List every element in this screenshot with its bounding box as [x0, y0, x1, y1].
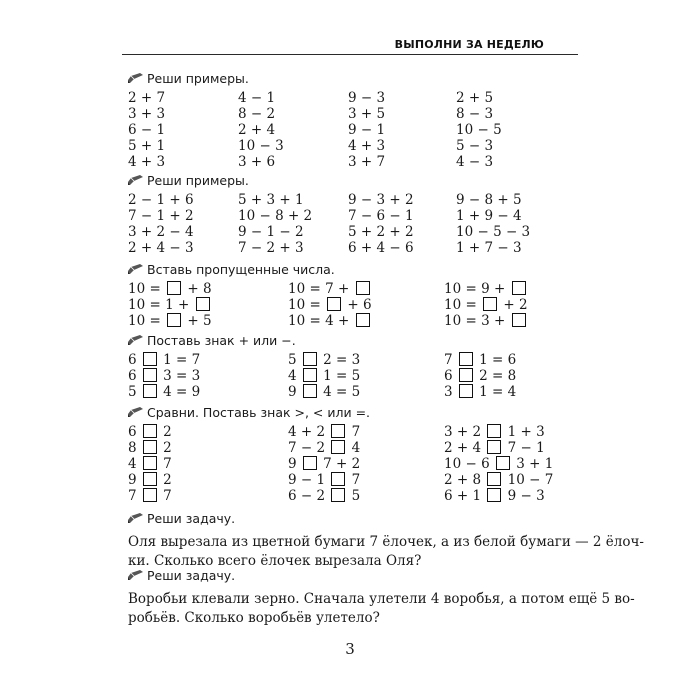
expr-cell — [348, 208, 414, 224]
expr-row — [128, 224, 578, 240]
expr-cell — [128, 313, 212, 329]
expr-text: 6 — [444, 368, 457, 384]
expr-text: 10 = 9 + — [444, 281, 510, 297]
expr-text: 1 = 4 — [474, 384, 517, 400]
answer-box — [331, 424, 345, 438]
expr-text: 5 + 1 — [128, 138, 166, 154]
expr-cell — [288, 384, 360, 400]
expr-text: 2 = 3 — [318, 352, 361, 368]
expr-text: 10 = — [128, 281, 166, 297]
expr-cell — [128, 240, 194, 256]
answer-box — [331, 472, 345, 486]
expr-text: 10 = — [444, 297, 482, 313]
expr-row — [128, 122, 578, 138]
expr-cell — [128, 90, 165, 106]
expr-cell — [128, 224, 194, 240]
pencil-icon — [128, 510, 147, 528]
expr-cell — [128, 208, 194, 224]
expr-row — [128, 208, 578, 224]
pencil-icon — [128, 70, 147, 88]
expr-text: 2 = 8 — [474, 368, 517, 384]
expr-text: 3 + 6 — [238, 154, 276, 170]
expr-cell — [288, 352, 360, 368]
exercise-1-solve-examples — [128, 70, 578, 170]
instruction — [128, 172, 578, 190]
expr-text: 7 − 2 + 3 — [238, 240, 304, 256]
expr-cell — [348, 122, 385, 138]
expr-text: 2 + 8 — [444, 472, 486, 488]
page-header — [122, 36, 578, 55]
expr-cell — [128, 297, 212, 313]
expr-text: 2 — [158, 440, 172, 456]
expr-text: 7 − 2 — [288, 440, 330, 456]
expr-text: 6 − 1 — [128, 122, 166, 138]
answer-box — [487, 440, 501, 454]
answer-box — [356, 281, 370, 295]
expr-cell — [128, 122, 165, 138]
problem-text — [128, 590, 635, 628]
expr-cell — [348, 192, 414, 208]
expr-text: 5 − 3 — [456, 138, 494, 154]
expr-text: 8 — [128, 440, 141, 456]
expr-text: 9 — [128, 472, 141, 488]
expr-text: 2 + 4 — [238, 122, 276, 138]
expr-text: + 8 — [183, 281, 212, 297]
expr-cell — [288, 368, 360, 384]
expr-cell — [456, 154, 493, 170]
expr-text: 10 − 6 — [444, 456, 494, 472]
expr-cell — [238, 154, 275, 170]
expr-cell — [348, 154, 385, 170]
expr-text: 10 = 3 + — [444, 313, 510, 329]
expr-cell — [456, 208, 522, 224]
answer-box — [303, 384, 317, 398]
expr-row — [128, 456, 578, 472]
expr-cell — [128, 472, 172, 488]
answer-box — [143, 424, 157, 438]
expr-text: 10 − 3 — [238, 138, 284, 154]
answer-box — [327, 297, 341, 311]
expr-cell — [288, 313, 372, 329]
expr-cell — [456, 192, 522, 208]
problem-line: ки. Сколько всего ёлочек вырезала Оля? — [128, 553, 422, 569]
expr-row — [128, 297, 578, 313]
instruction — [128, 261, 578, 279]
expr-cell — [238, 224, 304, 240]
expr-text: 6 − 2 — [288, 488, 330, 504]
expr-text: 2 + 4 — [444, 440, 486, 456]
expr-row — [128, 281, 578, 297]
expr-text: 9 − 3 — [348, 90, 386, 106]
expr-text: 4 + 3 — [348, 138, 386, 154]
expr-text: 9 − 1 — [288, 472, 330, 488]
expr-cell — [288, 472, 360, 488]
exercise-4-plus-or-minus — [128, 332, 578, 400]
instruction-text: Реши примеры. — [147, 173, 249, 188]
answer-box — [459, 384, 473, 398]
expression-grid — [128, 352, 578, 400]
expr-cell — [444, 297, 528, 313]
expr-cell — [288, 424, 360, 440]
expr-cell — [348, 90, 385, 106]
problem-line: Воробьи клевали зерно. Сначала улетели 4 воробья, а потом ещё 5 во- — [128, 591, 635, 607]
expr-row — [128, 384, 578, 400]
expr-text: 7 — [444, 352, 457, 368]
expr-row — [128, 154, 578, 170]
expr-cell — [444, 384, 516, 400]
expr-text: + 5 — [183, 313, 212, 329]
expr-text: + 6 — [343, 297, 372, 313]
expr-text: 9 − 1 — [348, 122, 386, 138]
expr-text: 4 — [347, 440, 361, 456]
expr-cell — [444, 440, 545, 456]
expr-text: 5 — [347, 488, 361, 504]
expr-row — [128, 440, 578, 456]
instruction — [128, 510, 578, 528]
expr-cell — [128, 440, 172, 456]
pencil-icon — [128, 332, 147, 350]
expr-text: 2 + 4 − 3 — [128, 240, 194, 256]
answer-box — [459, 368, 473, 382]
expr-row — [128, 90, 578, 106]
expr-text: 7 − 6 − 1 — [348, 208, 414, 224]
expr-text: 8 − 3 — [456, 106, 494, 122]
exercise-6-word-problem — [128, 510, 644, 571]
expr-cell — [348, 240, 414, 256]
expr-cell — [348, 138, 385, 154]
expr-text: 1 + 3 — [503, 424, 545, 440]
answer-box — [143, 440, 157, 454]
expr-text: 6 + 4 − 6 — [348, 240, 414, 256]
expr-text: 3 — [444, 384, 457, 400]
answer-box — [496, 456, 510, 470]
expression-grid — [128, 90, 578, 170]
answer-box — [487, 472, 501, 486]
expr-text: + 2 — [499, 297, 528, 313]
expr-row — [128, 240, 578, 256]
instruction-text: Поставь знак + или −. — [147, 333, 296, 348]
expr-text: 7 — [158, 488, 172, 504]
expr-text: 9 − 1 − 2 — [238, 224, 304, 240]
answer-box — [303, 352, 317, 366]
expr-cell — [128, 456, 172, 472]
expr-text: 3 + 5 — [348, 106, 386, 122]
expr-text: 9 — [288, 456, 301, 472]
answer-box — [356, 313, 370, 327]
expr-text: 4 − 3 — [456, 154, 494, 170]
expr-text: 1 = 7 — [158, 352, 201, 368]
expr-row — [128, 138, 578, 154]
expr-cell — [238, 138, 284, 154]
expr-text: 4 + 2 — [288, 424, 330, 440]
expr-cell — [288, 456, 360, 472]
answer-box — [167, 313, 181, 327]
answer-box — [487, 424, 501, 438]
expr-text: 3 + 2 — [444, 424, 486, 440]
expr-text: 3 + 3 — [128, 106, 166, 122]
expr-text: 8 − 2 — [238, 106, 276, 122]
expr-cell — [128, 488, 172, 504]
expr-cell — [288, 488, 360, 504]
expr-text: 4 = 9 — [158, 384, 201, 400]
expr-row — [128, 313, 578, 329]
instruction — [128, 70, 578, 88]
expr-text: 1 = 5 — [318, 368, 361, 384]
expr-cell — [238, 240, 304, 256]
answer-box — [143, 488, 157, 502]
expr-cell — [238, 106, 275, 122]
expr-text: 6 + 1 — [444, 488, 486, 504]
expr-text: 9 − 8 + 5 — [456, 192, 522, 208]
expr-text: 2 + 5 — [456, 90, 494, 106]
expr-cell — [348, 224, 414, 240]
expr-cell — [128, 192, 194, 208]
expr-text: 9 − 3 + 2 — [348, 192, 414, 208]
expr-text: 2 + 7 — [128, 90, 166, 106]
expr-cell — [238, 192, 304, 208]
answer-box — [303, 368, 317, 382]
expr-cell — [288, 440, 360, 456]
exercise-3-missing-numbers — [128, 261, 578, 329]
answer-box — [167, 281, 181, 295]
expr-row — [128, 192, 578, 208]
expr-text: 10 = 7 + — [288, 281, 354, 297]
expr-text: 9 − 3 — [503, 488, 545, 504]
answer-box — [512, 281, 526, 295]
expr-cell — [128, 352, 200, 368]
expr-text: 5 + 2 + 2 — [348, 224, 414, 240]
expr-text: 4 = 5 — [318, 384, 361, 400]
expr-cell — [288, 297, 372, 313]
answer-box — [459, 352, 473, 366]
expr-cell — [238, 208, 312, 224]
expr-text: 4 + 3 — [128, 154, 166, 170]
problem-line: робьёв. Сколько воробьёв улетело? — [128, 610, 380, 626]
expr-row — [128, 472, 578, 488]
expr-row — [128, 106, 578, 122]
expr-cell — [128, 384, 200, 400]
expr-text: 3 = 3 — [158, 368, 201, 384]
expr-text: 3 + 2 − 4 — [128, 224, 194, 240]
expr-cell — [128, 281, 212, 297]
expr-text: 7 − 1 — [503, 440, 545, 456]
expr-cell — [238, 90, 275, 106]
answer-box — [143, 384, 157, 398]
expr-cell — [456, 122, 502, 138]
expr-cell — [128, 424, 172, 440]
answer-box — [487, 488, 501, 502]
expr-text: 10 = — [288, 297, 326, 313]
expr-text: 9 — [288, 384, 301, 400]
expr-text: 10 = — [128, 313, 166, 329]
expr-cell — [128, 106, 165, 122]
expr-cell — [444, 313, 528, 329]
instruction-text: Реши примеры. — [147, 71, 249, 86]
expr-text: 5 — [288, 352, 301, 368]
expression-grid — [128, 424, 578, 504]
expr-cell — [444, 368, 516, 384]
expr-text: 4 — [288, 368, 301, 384]
expr-text: 7 — [347, 472, 361, 488]
exercise-2-solve-examples — [128, 172, 578, 256]
pencil-icon — [128, 172, 147, 190]
expr-cell — [444, 424, 545, 440]
expr-cell — [444, 488, 545, 504]
expr-text: 7 + 2 — [318, 456, 361, 472]
expr-text: 6 — [128, 352, 141, 368]
expr-text: 2 — [158, 424, 172, 440]
answer-box — [143, 352, 157, 366]
expr-cell — [444, 456, 553, 472]
expr-text: 6 — [128, 368, 141, 384]
answer-box — [512, 313, 526, 327]
expr-cell — [456, 240, 522, 256]
expr-row — [128, 488, 578, 504]
instruction-text: Вставь пропущенные числа. — [147, 262, 335, 277]
answer-box — [143, 368, 157, 382]
answer-box — [303, 456, 317, 470]
expr-text: 2 − 1 + 6 — [128, 192, 194, 208]
instruction — [128, 332, 578, 350]
problem-line: Оля вырезала из цветной бумаги 7 ёлочек, а из белой бумаги — 2 ёлоч- — [128, 534, 644, 550]
expr-cell — [348, 106, 385, 122]
instruction-text: Реши задачу. — [147, 568, 236, 583]
expr-cell — [238, 122, 275, 138]
pencil-icon — [128, 567, 147, 585]
expr-text: 5 — [128, 384, 141, 400]
expr-cell — [456, 90, 493, 106]
expr-text: 4 − 1 — [238, 90, 276, 106]
page-header-title: ВЫПОЛНИ ЗА НЕДЕЛЮ — [394, 38, 544, 51]
exercise-5-compare — [128, 404, 578, 504]
expression-grid — [128, 192, 578, 256]
expr-text: 7 — [128, 488, 141, 504]
expr-cell — [128, 154, 165, 170]
expr-cell — [128, 368, 200, 384]
expr-text: 2 — [158, 472, 172, 488]
instruction — [128, 404, 578, 422]
exercise-7-word-problem — [128, 567, 635, 628]
page-number: 3 — [345, 640, 355, 658]
expr-text: 6 — [128, 424, 141, 440]
expr-text: 1 = 6 — [474, 352, 517, 368]
answer-box — [143, 456, 157, 470]
expr-text: 1 + 9 − 4 — [456, 208, 522, 224]
expr-text: 10 = 1 + — [128, 297, 194, 313]
answer-box — [483, 297, 497, 311]
expr-row — [128, 368, 578, 384]
instruction-text: Сравни. Поставь знак >, < или =. — [147, 405, 371, 420]
expr-text: 10 − 5 − 3 — [456, 224, 531, 240]
pencil-icon — [128, 261, 147, 279]
expr-text: 3 + 7 — [348, 154, 386, 170]
expr-row — [128, 352, 578, 368]
expr-cell — [288, 281, 372, 297]
expr-cell — [456, 106, 493, 122]
problem-text — [128, 533, 644, 571]
expr-text: 5 + 3 + 1 — [238, 192, 304, 208]
expr-text: 7 — [158, 456, 172, 472]
answer-box — [331, 440, 345, 454]
instruction-text: Реши задачу. — [147, 511, 236, 526]
expr-row — [128, 424, 578, 440]
expr-text: 3 + 1 — [511, 456, 554, 472]
expr-cell — [444, 352, 516, 368]
answer-box — [143, 472, 157, 486]
expr-cell — [456, 224, 530, 240]
expr-text: 4 — [128, 456, 141, 472]
expr-text: 10 − 8 + 2 — [238, 208, 313, 224]
expr-cell — [444, 281, 528, 297]
expr-text: 1 + 7 − 3 — [456, 240, 522, 256]
expr-text: 10 − 7 — [503, 472, 554, 488]
expr-cell — [444, 472, 553, 488]
answer-box — [196, 297, 210, 311]
expr-text: 7 − 1 + 2 — [128, 208, 194, 224]
expr-cell — [128, 138, 165, 154]
answer-box — [331, 488, 345, 502]
expr-text: 10 = 4 + — [288, 313, 354, 329]
expression-grid — [128, 281, 578, 329]
expr-text: 10 − 5 — [456, 122, 502, 138]
expr-text: 7 — [347, 424, 361, 440]
instruction — [128, 567, 578, 585]
expr-cell — [456, 138, 493, 154]
pencil-icon — [128, 404, 147, 422]
